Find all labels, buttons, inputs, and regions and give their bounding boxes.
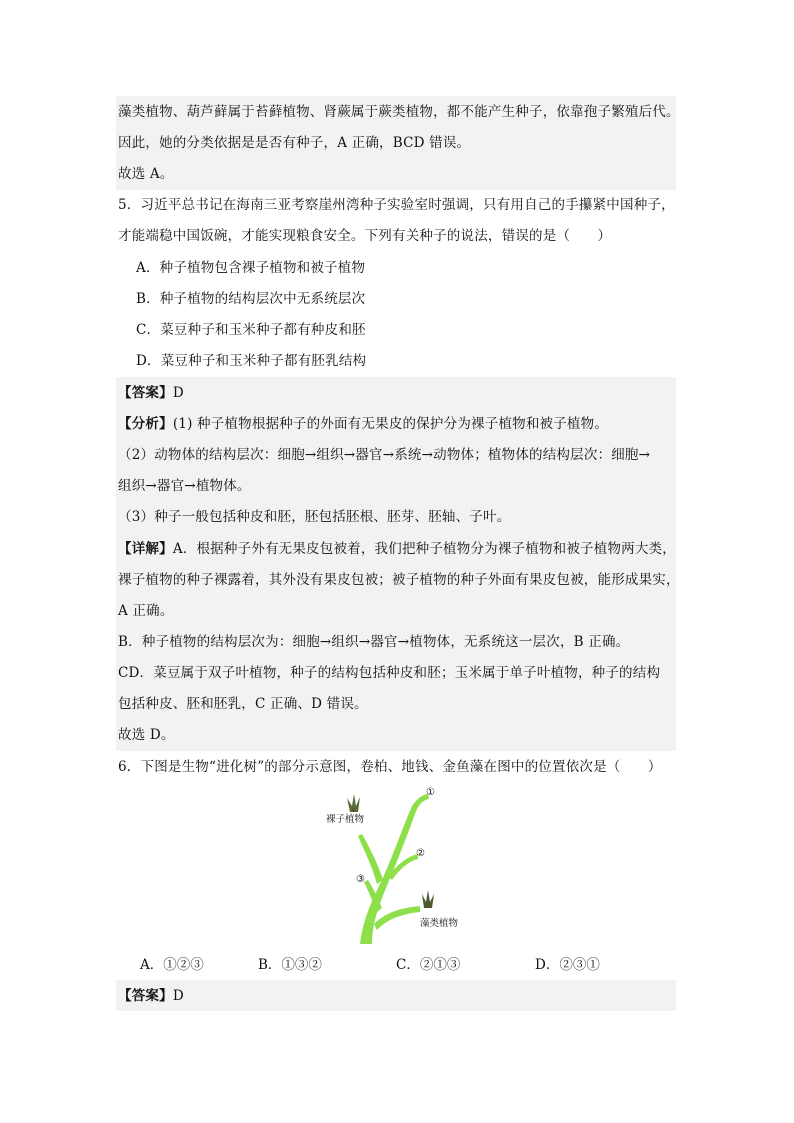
- answer-tag: 【答案】: [118, 988, 173, 1004]
- q6-stem: 6．下图是生物“进化树”的部分示意图，卷柏、地钱、金鱼藻在图中的位置依次是（ ）: [118, 759, 662, 775]
- q6-option-d: D．②③①: [535, 957, 600, 973]
- q6-answer: [118, 981, 184, 1012]
- q5-option-d: D．菜豆种子和玉米种子都有胚乳结构: [136, 353, 367, 369]
- q5-answer: [118, 378, 184, 409]
- q5-analysis-line-4: （3）种子一般包括种皮和胚，胚包括胚根、胚芽、胚轴、子叶。: [118, 509, 511, 525]
- answer-value: D: [172, 385, 184, 401]
- evolution-tree-diagram: [322, 784, 459, 946]
- q6-answer-shade: [116, 980, 676, 1011]
- analysis-tag: 【分析】: [118, 416, 173, 432]
- q5-option-c: C．菜豆种子和玉米种子都有种皮和胚: [136, 322, 366, 338]
- q5-analysis-line-2: （2）动物体的结构层次：细胞→组织→器官→系统→动物体；植物体的结构层次：细胞→: [118, 447, 651, 463]
- q5-option-a: A．种子植物包含裸子植物和被子植物: [136, 260, 366, 276]
- q5-analysis-line-3: 组织→器官→植物体。: [118, 478, 251, 494]
- q6-option-b: B．①③②: [258, 957, 322, 973]
- q5-stem-line-2: 才能端稳中国饭碗，才能实现粮食安全。下列有关种子的说法，错误的是（ ）: [118, 228, 612, 244]
- label-gymnosperm: 裸子植物: [326, 814, 365, 825]
- detail-text: A．根据种子外有无果皮包被着，我们把种子植物分为裸子植物和被子植物两大类，: [172, 541, 676, 557]
- q5-detail-line-6: 包括种皮、胚和胚乳，C 正确、D 错误。: [118, 696, 368, 712]
- prev-explanation-line-2: 因此，她的分类依据是是否有种子，A 正确，BCD 错误。: [118, 135, 471, 151]
- q5-detail-line-5: CD．菜豆属于双子叶植物，种子的结构包括种皮和胚；玉米属于单子叶植物，种子的结构: [118, 665, 661, 681]
- prev-conclusion: 故选 A。: [118, 166, 174, 182]
- marker-1-text: ①: [426, 787, 435, 798]
- marker-2-text: ②: [416, 848, 425, 859]
- answer-value: D: [172, 988, 184, 1004]
- q5-conclusion: 故选 D。: [118, 727, 175, 743]
- algae-plant-icon: [422, 890, 434, 908]
- analysis-text: (1) 种子植物根据种子的外面有无果皮的保护分为裸子植物和被子植物。: [172, 416, 609, 432]
- gymnosperm-plant-icon: [347, 794, 360, 812]
- q5-stem-line-1: 5．习近平总书记在海南三亚考察崖州湾种子实验室时强调，只有用自己的手攥紧中国种子，: [118, 197, 675, 213]
- branch-algae: [374, 906, 420, 930]
- answer-tag: 【答案】: [118, 385, 173, 401]
- q5-detail-line-4: B．种子植物的结构层次为：细胞→组织→器官→植物体，无系统这一层次，B 正确。: [118, 634, 630, 650]
- q5-option-b: B．种子植物的结构层次中无系统层次: [136, 291, 366, 307]
- q6-option-a: A．①②③: [140, 957, 204, 973]
- prev-explanation-line-1: 藻类植物、葫芦藓属于苔藓植物、肾蕨属于蕨类植物，都不能产生种子，依靠孢子繁殖后代。: [118, 104, 680, 120]
- q5-detail-line-1: [118, 534, 676, 565]
- q5-detail-line-2: 裸子植物的种子裸露着，其外没有果皮包被；被子植物的种子外面有果皮包被，能形成果实，: [118, 572, 680, 588]
- q6-option-c: C．②①③: [396, 957, 461, 973]
- detail-tag: 【详解】: [118, 541, 173, 557]
- q6-options: [140, 950, 660, 981]
- marker-3-text: ③: [356, 874, 365, 885]
- q5-detail-line-3: A 正确。: [118, 603, 174, 619]
- label-algae: 藻类植物: [420, 918, 459, 929]
- q5-analysis-line-1: [118, 409, 608, 440]
